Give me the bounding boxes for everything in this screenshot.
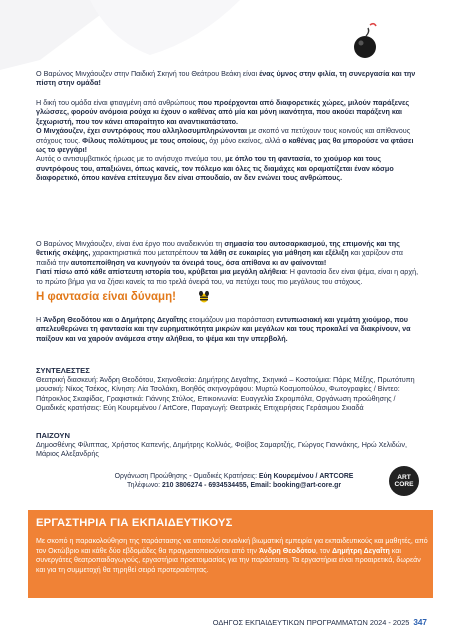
credits-text: Θεατρική διασκευή: Άνδρη Θεοδότου, Σκηνοθεσία: Δημήτρης Δεγαΐτης, Σκηνικά – Κοστούμια: Πάρις Μέξης, Πρωτότυπη μουσική: Νίκος Τσέκος, Κίνηση: Λία Τσολάκη, Βοηθός σκηνογράφου: Μυρτώ Κοσμοπούλου, Φωτογραφίες / Βίντεο: Πάτροκλος Σκαφίδας, Γραφιστικά: Γιάννης Στύλος, Επικοινωνία: Ευαγγελία Σκρομπόλα, Οργάνωση προώθησης / Ομαδικές κρατήσεις: Εύη Κουρεμένου / ArtCore, Παραγωγή: Θεατρικές Επιχειρήσεις Γεράσιμου Σκιαδά xyxy=(36,375,415,413)
artcore-logo: ART CORE xyxy=(389,466,419,496)
credits-title: ΣΥΝΤΕΛΕΣΤΕΣ xyxy=(36,366,90,375)
workshops-box xyxy=(28,510,433,598)
bee-icon xyxy=(197,290,211,304)
cast-text: Δημοσθένης Φίλιππας, Χρήστος Καπενής, Δημήτρης Κολλιός, Φοίβος Σαμαρτζής, Γιώργος Γιαννάκης, Ηρώ Χελιδών, Μάριος Αλεξανδρής xyxy=(36,440,407,459)
message-paragraph: Ο Βαρώνος Μινχάουζεν, είναι ένα έργο που αναδεικνύει τη σημασία του αυτοσαρκασμού, της επιμονής και της θετικής σκέψης, χαρακτηριστικά που μετατρέπουν τα λάθη σε ευκαιρίες για μάθηση και εξέλιξη και χαρίζουν στα παιδιά την αυτοπεποίθηση να κυνηγούν τα όνειρά τους, όσα απίθανα κι αν φαίνονται! Γιατί πίσω από κάθε απίστευτη ιστορία του, κρύβεται μια μεγάλη αλήθεια: Η φαντασία δεν είναι ψέμα, είναι η αρχή, το πρώτο βήμα για να ζήσει κανείς τα πιο τρελά όνειρά του, να πετύχει τους πιο μεγάλους του στόχους. xyxy=(36,239,419,286)
intro-paragraph: Ο Βαρώνος Μινχάουζεν στην Παιδική Σκηνή του Θεάτρου Βεάκη είναι ένας ύμνος στην φιλία, τη συνεργασία και την πίστη στην ομάδα! xyxy=(36,69,416,88)
contact-info: Οργάνωση Προώθησης - Ομαδικές Κρατήσεις: Εύη Κουρεμένου / ARTCORE Τηλέφωνο: 210 3806274 - 6934534455, Email: booking@art-core.gr xyxy=(114,473,354,490)
workshops-title: ΕΡΓΑΣΤΗΡΙΑ ΓΙΑ ΕΚΠΑΙΔΕΥΤΙΚΟΥΣ xyxy=(36,517,233,529)
credits-section xyxy=(36,366,421,413)
contact-email[interactable]: 210 3806274 - 6934534455, Email: booking@art-core.gr xyxy=(161,482,342,490)
creators-paragraph: Η Άνδρη Θεοδότου και ο Δημήτρης Δεγαΐτης ετοιμάζουν μια παράσταση εντυπωσιακή και γεμάτη χιούμορ, που απελευθερώνει τη φαντασία και την ευρηματικότητα μικρών και μεγάλων και τους προκαλεί να διακρίνουν, να παίξουν και να χαρούν ανάμεσα στην αλήθεια, το ψέμα και την υπερβολή. xyxy=(36,315,411,343)
page-number: 347 xyxy=(413,618,427,627)
section-heading: Η φαντασία είναι δύναμη! xyxy=(36,291,176,303)
description-paragraph: Η δική του ομάδα είναι φτιαγμένη από ανθρώπους που προέρχονται από διαφορετικές χώρες, μιλούν παράξενες γλώσσες, φορούν ανόμοια ρούχα κι έχουν ο καθένας από μία και μόνη ικανότητα, που ακούει παράξενη και ξεχωριστή, που τον κάνει απαραίτητο και αναντικατάστατο. Ο Μινχάουζεν, έχει συντρόφους που αλληλοσυμπληρώνονται με σκοπό να πετύχουν τους κοινούς και απίθανους στόχους τους. Φίλους πολύτιμους με τους οποίους, όχι μόνο εκείνος, αλλά ο καθένας μας θα μπορούσε να φτάσει ως το φεγγάρι! Αυτός ο αντισυμβατικός ήρωας με το ανήσυχο πνεύμα του, με όπλο του τη φαντασία, το χιούμορ και τους συντρόφους του, απαξιώνει, όπως κανείς, τον πόλεμο και όλες τις διαμάχες και οραματίζεται έναν κόσμο διαφορετικό, όπου κανένα επίτευγμα δεν είναι σπουδαίο, αν δεν ενώνει τους ανθρώπους. xyxy=(36,98,414,183)
cast-title: ΠΑΙΖΟΥΝ xyxy=(36,431,70,440)
bomb-illustration xyxy=(352,22,380,60)
page-footer xyxy=(213,618,427,627)
footer-title: ΟΔΗΓΟΣ ΕΚΠΑΙΔΕΥΤΙΚΩΝ ΠΡΟΓΡΑΜΜΑΤΩΝ 2024 - 2025 xyxy=(212,618,410,627)
cast-section xyxy=(36,431,421,459)
workshops-text: Με σκοπό η παρακολούθηση της παράστασης να αποτελεί συνολική βιωματική εμπειρία για εκπαιδευτικούς και μαθητές, από τον Οκτώβριο και κάθε δύο εβδομάδες θα πραγματοποιούνται από την Άνδρη Θεοδότου, τον Δημήτρη Δεγαΐτη και συνεργάτες θεατροπαιδαγωγούς, εργαστήρια προετοιμασίας για την παράσταση. Τα εργαστήρια είναι προαιρετικά, δωρεάν και για τη συμμετοχή θα τηρηθεί σειρά προτεραιότητας. xyxy=(36,537,428,574)
